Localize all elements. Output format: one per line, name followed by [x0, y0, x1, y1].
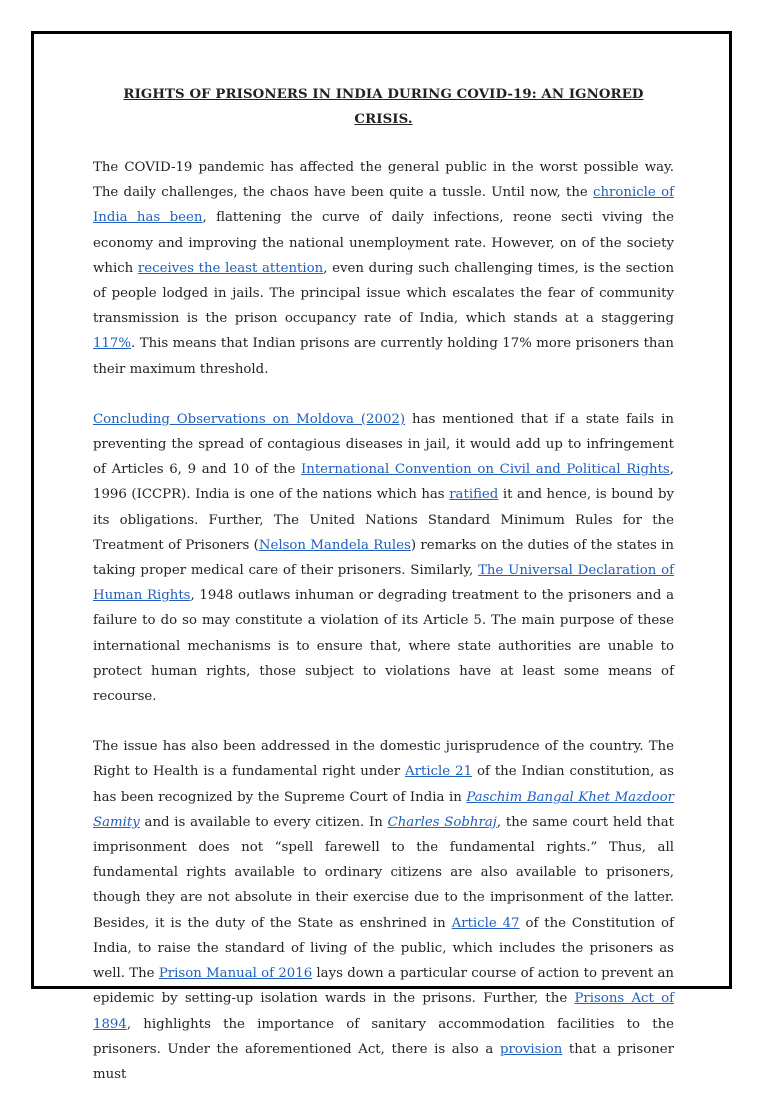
link-article-47[interactable]: Article 47: [451, 915, 520, 931]
text: , the same court held that imprisonment does not “spell farewell to the fundamental rights.” Thus, all fundamental rights available to ordinary citizens are also available to prisoners, though they are not absolute in their exercise due to the imprisonment of the latter. Besides, it is the duty of the State as enshrined in: [93, 814, 674, 931]
link-article-21[interactable]: Article 21: [405, 764, 473, 780]
text: of the Indian constitution, as has been recognized by the Supreme Court of India in: [93, 764, 674, 805]
link-117-percent[interactable]: 117%: [93, 336, 132, 352]
text: that a prisoner must: [93, 1041, 674, 1082]
text: it and hence, is bound by its obligations. Further, The United Nations Standard Minimum Rules for the Treatment of Prisoners (: [93, 487, 674, 553]
link-iccpr[interactable]: International Convention on Civil and Political Rights: [301, 462, 670, 478]
paragraph-1: [93, 155, 674, 382]
link-receives-least-attention[interactable]: receives the least attention: [137, 260, 324, 276]
link-prisons-act-1894[interactable]: Prisons Act of 1894: [93, 991, 675, 1032]
link-chronicle-of-india[interactable]: chronicle of India has been: [93, 185, 674, 226]
text: The COVID-19 pandemic has affected the general public in the worst possible way. The daily challenges, the chaos have been quite a tussle. Until now, the: [93, 160, 674, 201]
text: and is available to every citizen. In: [139, 814, 388, 830]
link-udhr[interactable]: The Universal Declaration of Human Rights: [93, 563, 674, 604]
link-concluding-observations-moldova[interactable]: Concluding Observations on Moldova (2002): [93, 411, 406, 427]
link-charles-sobhraj-case[interactable]: Charles Sobhraj: [387, 814, 497, 830]
text: , 1948 outlaws inhuman or degrading treatment to the prisoners and a failure to do so may constitute a violation of its Article 5. The main purpose of these international mechanisms is to ensure that, where state authorities are unable to protect human rights, those subject to violations have at least some means of recourse.: [93, 588, 674, 705]
paragraph-2: [93, 407, 674, 709]
text: has mentioned that if a state fails in preventing the spread of contagious diseases in jail, it would add up to infringement of Articles 6, 9 and 10 of the: [93, 411, 674, 478]
text: of the Constitution of India, to raise the standard of living of the public, which includes the prisoners as well. The: [93, 915, 674, 982]
text: . This means that Indian prisons are currently holding 17% more prisoners than their maximum threshold.: [93, 336, 674, 377]
document-title: RIGHTS OF PRISONERS IN INDIA DURING COVID-19: AN IGNORED CRISIS.: [123, 87, 644, 127]
text: , flattening the curve of daily infections, reone secti viving the economy and improving the national unemployment rate. However, on of the society which: [93, 210, 675, 276]
paragraph-3: [93, 734, 674, 1087]
link-prison-manual-2016[interactable]: Prison Manual of 2016: [158, 966, 313, 982]
text: , highlights the importance of sanitary accommodation facilities to the prisoners. Under the aforementioned Act, there is also a: [93, 1016, 674, 1057]
document-body: [93, 82, 674, 1112]
link-nelson-mandela-rules[interactable]: Nelson Mandela Rules: [258, 537, 411, 553]
link-paschim-bangal-case[interactable]: Paschim Bangal Khet Mazdoor Samity: [93, 789, 674, 830]
link-provision[interactable]: provision: [499, 1041, 563, 1057]
link-ratified[interactable]: ratified: [449, 487, 499, 503]
text: , 1996 (ICCPR). India is one of the nations which has: [93, 462, 674, 503]
text: The issue has also been addressed in the domestic jurisprudence of the country. The Right to Health is a fundamental right under: [93, 739, 674, 780]
text: lays down a particular course of action to prevent an epidemic by setting-up isolation wards in the prisons. Further, the: [93, 966, 674, 1007]
text: , even during such challenging times, is the section of people lodged in jails. The principal issue which escalates the fear of community transmission is the prison occupancy rate of India, which stands at a staggering: [93, 260, 675, 327]
text: ) remarks on the duties of the states in taking proper medical care of their prisoners. Similarly,: [93, 537, 674, 579]
